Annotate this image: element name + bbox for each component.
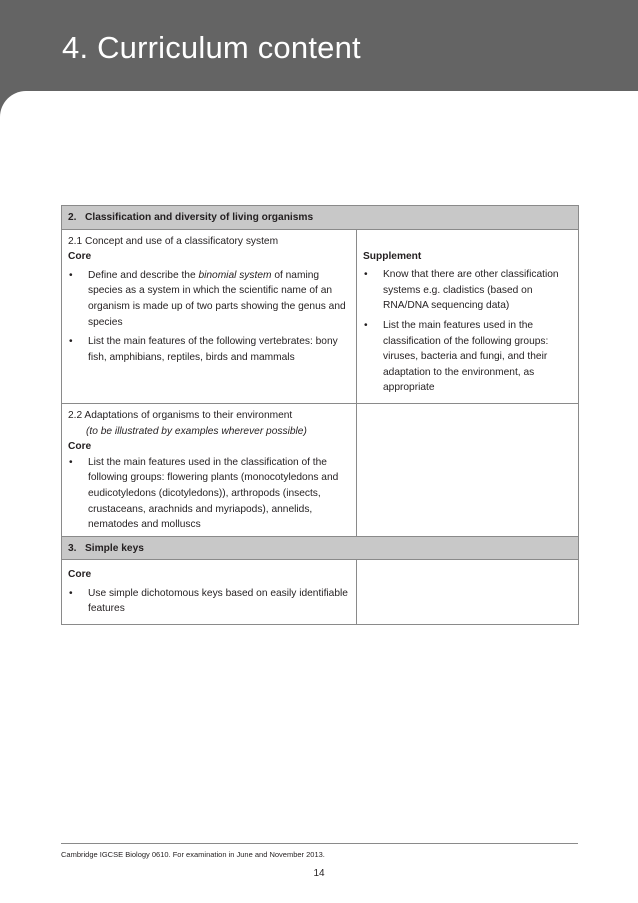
section-2-header — [62, 206, 579, 230]
section-3-header — [62, 536, 579, 560]
section-2-number: 2. — [68, 212, 77, 223]
section-3-number: 3. — [68, 542, 77, 554]
topic-2-1-supplement-cell — [357, 229, 579, 403]
topic-2-2-title: 2.2 Adaptations of organisms to their environment — [68, 409, 293, 421]
topic-3-core-list — [68, 586, 351, 617]
topic-2-1-title: 2.1 Concept and use of a classificatory system — [68, 235, 279, 247]
section-2-header-row — [62, 206, 579, 230]
topic-3-core-cell — [62, 560, 357, 625]
topic-3-core-label: Core — [68, 569, 92, 581]
list-item: • List the main features of the following vertebrates: bony fish, amphibians, reptiles, birds and mammals — [68, 334, 351, 365]
section-3-header-row — [62, 536, 579, 560]
list-item: • Know that there are other classification systems e.g. cladistics (based on RNA/DNA sequencing data) — [363, 267, 573, 314]
topic-2-2-note: (to be illustrated by examples wherever possible) — [86, 425, 307, 437]
topic-2-2-row — [62, 403, 579, 536]
curriculum-table — [61, 205, 579, 625]
footer-divider — [61, 843, 578, 844]
topic-2-1-core-label: Core — [68, 251, 92, 263]
topic-2-2-supplement-cell — [357, 403, 579, 536]
topic-2-1-core-cell — [62, 229, 357, 403]
list-item: • List the main features used in the classification of the following groups: flowering plants (monocotyledons and eudicotyledons (dicotyledons)), arthropods (insects, crustaceans, arachnids and myriapods), annelids, nematodes and molluscs — [68, 455, 351, 533]
binomial-system-term: binomial system — [198, 269, 272, 281]
topic-3-row — [62, 560, 579, 625]
list-item — [68, 268, 351, 330]
section-3-title: Simple keys — [85, 542, 144, 554]
section-2-title: Classification and diversity of living organisms — [85, 212, 314, 223]
footer-text: Cambridge IGCSE Biology 0610. For examination in June and November 2013. — [61, 850, 325, 859]
topic-2-1-supplement-list — [363, 267, 573, 396]
page-title: 4. Curriculum content — [62, 30, 361, 65]
topic-2-1-row — [62, 229, 579, 403]
core-item-text-start: Define and describe the — [88, 269, 199, 281]
topic-3-supplement-cell — [357, 560, 579, 625]
core-item-text-end: of naming species as a system in which the scientific name of an organism is made up of two parts showing the genus and species — [88, 269, 346, 328]
topic-2-1-supplement-label: Supplement — [363, 250, 422, 262]
topic-2-2-core-label: Core — [68, 441, 92, 453]
topic-2-2-core-list — [68, 455, 351, 533]
list-item: • List the main features used in the classification of the following groups: viruses, bacteria and fungi, and their adaptation to the environment, as appropriate — [363, 318, 573, 396]
list-item: • Use simple dichotomous keys based on easily identifiable features — [68, 586, 351, 617]
topic-2-2-core-cell — [62, 403, 357, 536]
page-number: 14 — [313, 868, 325, 879]
header-corner-curve — [0, 91, 26, 117]
topic-2-1-core-list — [68, 268, 351, 366]
